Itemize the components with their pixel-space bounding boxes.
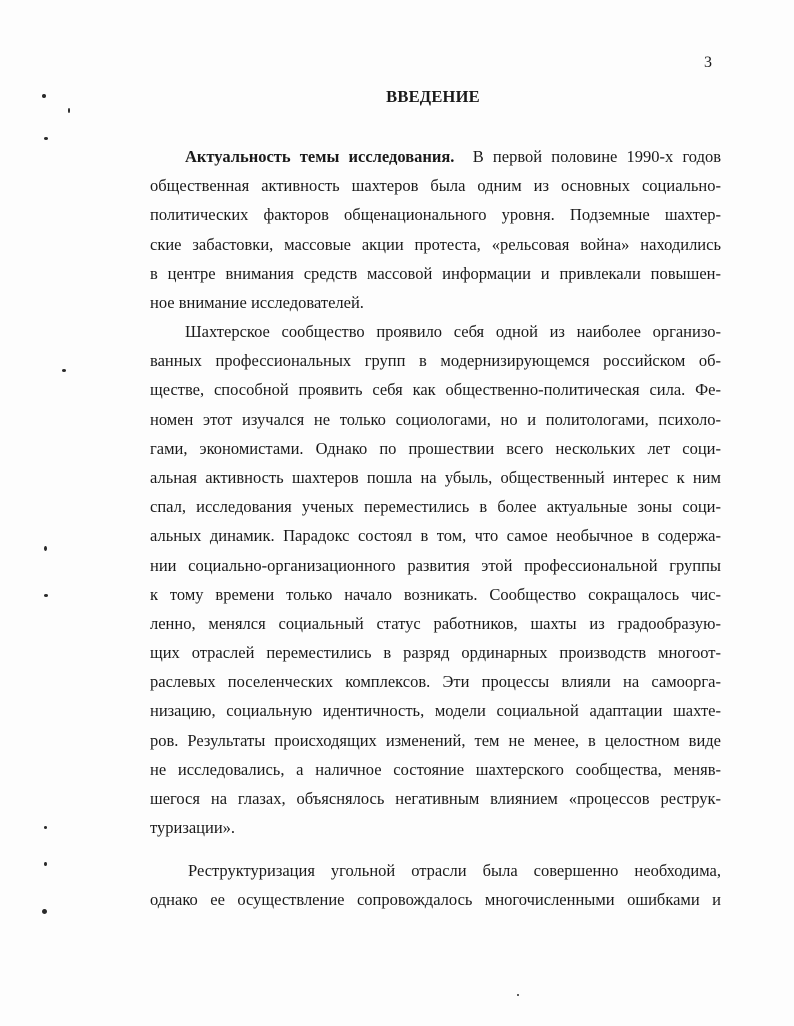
paragraph-lead: Актуальность темы исследования.: [185, 147, 455, 166]
paragraph-line: в центре внимания средств массовой информации и привлекали повышен-: [150, 263, 721, 283]
scan-artifact: [517, 994, 519, 996]
paragraph-line: низацию, социальную идентичность, модели социальной адаптации шахте-: [150, 701, 721, 721]
paragraph-line: общественная активность шахтеров была одним из основных социально-: [150, 176, 721, 196]
paragraph-line: однако ее осуществление сопровождалось многочисленными ошибками и: [150, 890, 721, 910]
paragraph-relevance: [150, 142, 721, 317]
paragraph-line: туризации».: [150, 818, 236, 838]
paragraph-line: Шахтерское сообщество проявило себя одной из наиболее организо-: [185, 322, 721, 341]
paragraph-line: нии социально-организационного развития этой профессиональной группы: [150, 555, 721, 575]
paragraph-line: номен этот изучался не только социологами, но и политологами, психоло-: [150, 409, 721, 429]
scan-artifact: [44, 137, 48, 140]
page-number: 3: [704, 54, 712, 71]
paragraph-line: раслевых поселенческих комплексов. Эти процессы влияли на самоорга-: [150, 672, 721, 692]
paragraph-line: гами, экономистами. Однако по прошествии всего нескольких лет соци-: [150, 438, 721, 458]
paragraph-line: Реструктуризация угольной отрасли была совершенно необходима,: [188, 861, 721, 880]
scan-artifact: [44, 862, 47, 866]
scan-artifact: [68, 108, 70, 113]
paragraph-line: альная активность шахтеров пошла на убыль, общественный интерес к ним: [150, 467, 721, 487]
scan-artifact: [44, 546, 47, 551]
paragraph-restructuring: [150, 856, 721, 914]
scan-artifact: [44, 594, 48, 597]
paragraph-line: к тому времени только начало возникать. Сообщество сокращалось чис-: [150, 584, 721, 604]
paragraph-line: не исследовались, а наличное состояние шахтерского сообщества, меняв-: [150, 759, 721, 779]
scan-artifact: [44, 826, 47, 829]
paragraph-line: ное внимание исследователей.: [150, 292, 364, 312]
paragraph-line: ванных профессиональных групп в модернизирующемся российском об-: [150, 351, 721, 371]
paragraph-line: ров. Результаты происходящих изменений, тем не менее, в целостном виде: [150, 730, 721, 750]
paragraph-line: ществе, способной проявить себя как общественно-политическая сила. Фе-: [150, 380, 721, 400]
scan-artifact: [62, 369, 66, 372]
paragraph-line: шегося на глазах, объяснялось негативным влиянием «процессов реструк-: [150, 789, 721, 808]
paragraph-line: спал, исследования ученых переместились в более актуальные зоны соци-: [150, 497, 721, 517]
paragraph-line: альных динамик. Парадокс состоял в том, что самое необычное в содержа-: [150, 526, 721, 546]
scan-artifact: [42, 94, 46, 98]
paragraph-community: [150, 317, 721, 842]
scan-artifact: [42, 909, 47, 914]
page-heading: ВВЕДЕНИЕ: [386, 87, 480, 106]
paragraph-line: щих отраслей переместились в разряд ординарных производств многоот-: [150, 643, 721, 663]
paragraph-line: ские забастовки, массовые акции протеста, «рельсовая война» находились: [150, 234, 721, 254]
paragraph-line: Актуальность темы исследования. В первой половине 1990-х годов: [185, 147, 722, 166]
paragraph-line: политических факторов общенационального уровня. Подземные шахтер-: [150, 205, 721, 225]
paragraph-line: ленно, менялся социальный статус работников, шахты из градообразую-: [150, 613, 721, 633]
